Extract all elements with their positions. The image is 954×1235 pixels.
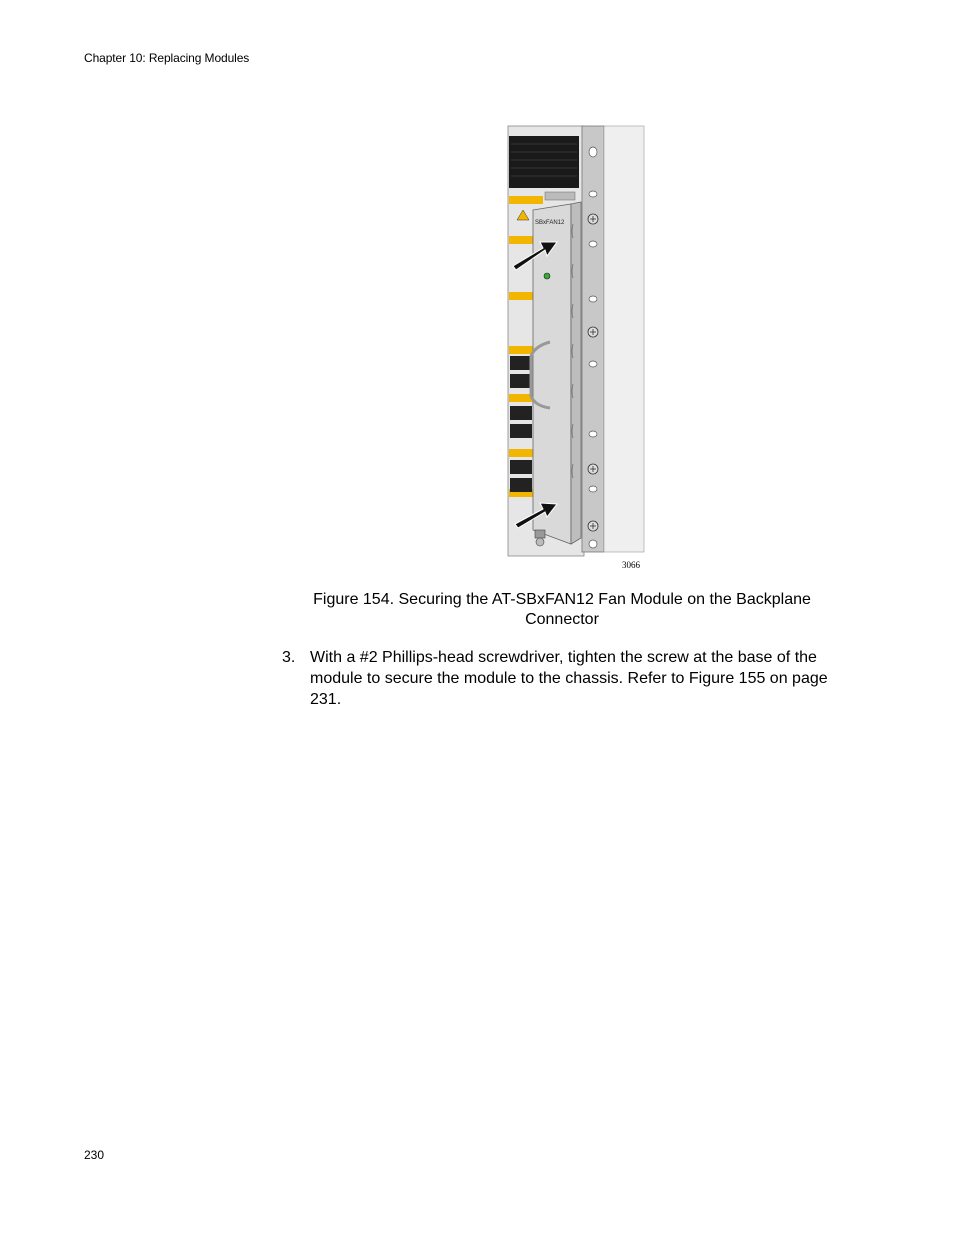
page-number: 230 bbox=[84, 1148, 105, 1162]
fan-module-illustration bbox=[505, 124, 647, 570]
procedure-step bbox=[282, 647, 842, 710]
figure-number-label: 3066 bbox=[622, 560, 640, 570]
module-label: SBxFAN12 bbox=[535, 220, 565, 226]
running-header: Chapter 10: Replacing Modules bbox=[84, 51, 250, 65]
figure-caption: Figure 154. Securing the AT-SBxFAN12 Fan Module on the Backplane Connector bbox=[313, 591, 811, 628]
step-text: With a #2 Phillips-head screwdriver, tighten the screw at the base of the module to secure the module to the chassis. Refer to Figure 155 on page 231. bbox=[310, 649, 828, 708]
step-number: 3. bbox=[282, 649, 296, 666]
